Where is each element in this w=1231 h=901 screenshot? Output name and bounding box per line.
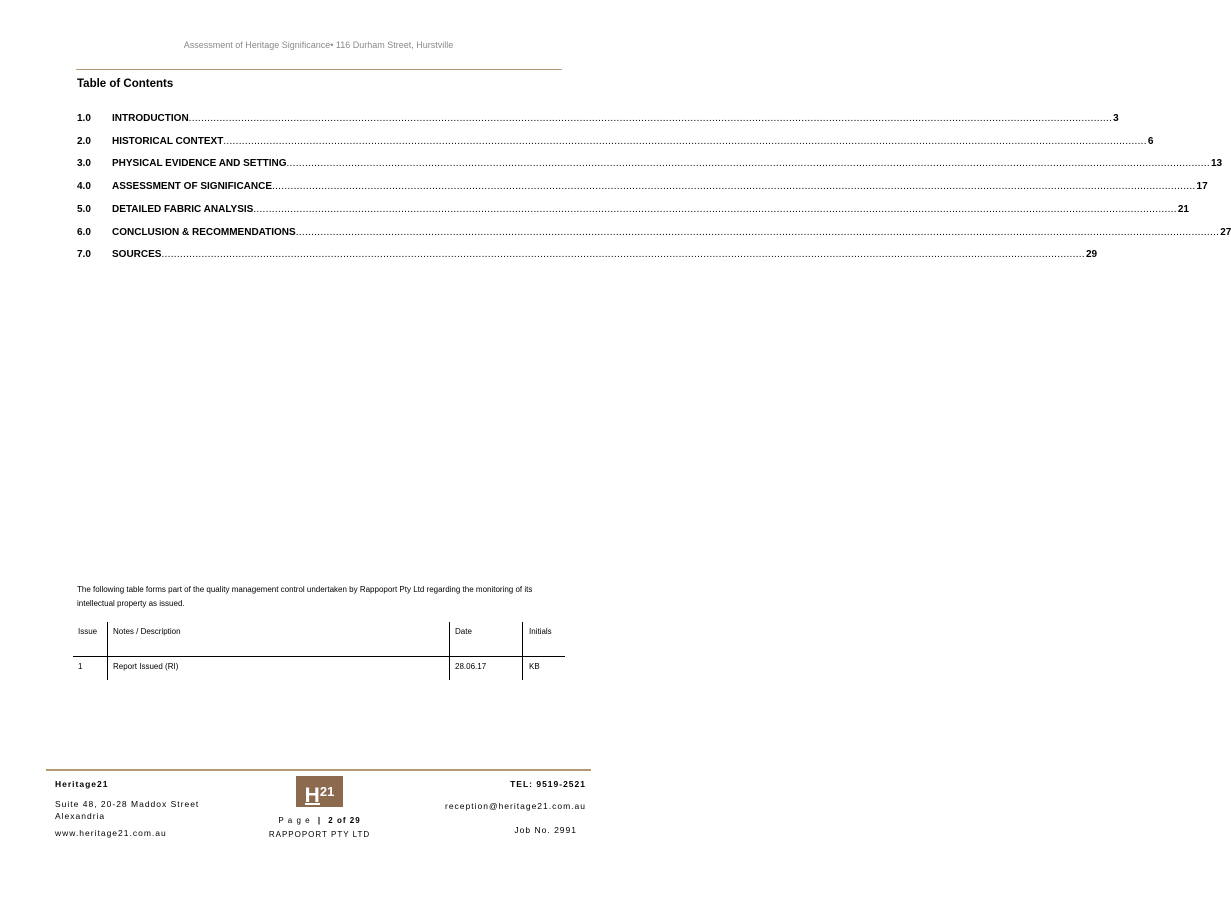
toc-entry[interactable] [77, 226, 1231, 241]
table-cell-issue: 1 [78, 662, 83, 671]
table-header-initials: Initials [529, 627, 552, 636]
toc-dot-leader: ............................................................................................................................................................................................................................................................................................................ [188, 113, 1113, 124]
toc-entry[interactable] [77, 181, 1208, 195]
toc-entry-label: HISTORICAL CONTEXT [112, 135, 224, 147]
footer-address-line2: Alexandria [55, 811, 106, 821]
toc-dot-leader: ............................................................................................................................................................................................................................................................................................................ [272, 181, 1196, 193]
toc-entry-number: 1.0 [77, 113, 91, 124]
page-separator: | [317, 816, 322, 825]
toc-entry-page: 17 [1196, 181, 1208, 193]
footer-company: Heritage21 [55, 779, 109, 789]
toc-entry-page: 3 [1113, 113, 1119, 124]
toc-entry-page: 6 [1147, 135, 1154, 147]
toc-entry-number: 6.0 [77, 226, 91, 238]
toc-entry-number: 7.0 [77, 249, 91, 261]
toc-dot-leader: ............................................................................................................................................................................................................................................................................................................ [295, 226, 1220, 238]
running-header: Assessment of Heritage Significance• 116 Durham Street, Hurstville [183, 40, 454, 50]
page-indicator [253, 816, 386, 825]
toc-entry[interactable] [77, 249, 1098, 263]
toc-entry-label: CONCLUSION & RECOMMENDATIONS [112, 226, 296, 238]
table-divider [107, 622, 108, 680]
toc-entry-page: 21 [1177, 203, 1189, 215]
logo-number: 21 [319, 784, 335, 799]
toc-entry-number: 5.0 [77, 203, 91, 215]
toc-entry-label: DETAILED FABRIC ANALYSIS [112, 203, 254, 215]
table-header-date: Date [455, 627, 472, 636]
page-label: P a g e [278, 816, 311, 825]
footer-email: reception@heritage21.com.au [444, 801, 586, 811]
toc-entry-page: 27 [1220, 226, 1231, 238]
footer-divider [46, 769, 591, 771]
footer-job-number: Job No. 2991 [514, 825, 577, 835]
header-divider [76, 69, 562, 70]
toc-entry-label: PHYSICAL EVIDENCE AND SETTING [112, 158, 287, 170]
toc-dot-leader: ............................................................................................................................................................................................................................................................................................................ [161, 249, 1085, 261]
toc-title: Table of Contents [77, 78, 174, 90]
toc-entry-number: 4.0 [77, 181, 91, 193]
table-header-rule [73, 656, 565, 657]
toc-entry-label: INTRODUCTION [112, 113, 189, 124]
table-header-notes: Notes / Description [113, 627, 181, 636]
table-cell-date: 28.06.17 [455, 662, 487, 671]
page-number: 2 of 29 [328, 816, 361, 825]
table-cell-initials: KB [529, 662, 540, 671]
footer-address-line1: Suite 48, 20-28 Maddox Street [55, 799, 200, 809]
quality-intro-text: The following table forms part of the quality management control undertaken by Rappoport Pty Ltd regarding the monitoring of its intellectual property as issued. [77, 585, 533, 608]
toc-entry[interactable] [77, 113, 1119, 127]
toc-entry[interactable] [77, 158, 1223, 172]
toc-entry-page: 13 [1210, 158, 1223, 170]
logo-letter: H [304, 784, 320, 807]
table-divider [522, 622, 523, 680]
table-header-issue: Issue [78, 627, 98, 636]
table-cell-notes: Report Issued (RI) [113, 662, 179, 671]
toc-entry-number: 3.0 [77, 158, 91, 170]
toc-dot-leader: ............................................................................................................................................................................................................................................................................................................ [286, 158, 1210, 170]
toc-entry-page: 29 [1085, 249, 1098, 261]
toc-dot-leader: ............................................................................................................................................................................................................................................................................................................ [253, 203, 1177, 215]
toc-entry[interactable] [77, 135, 1154, 150]
table-divider [449, 622, 450, 680]
toc-entry-label: SOURCES [112, 249, 162, 261]
footer-tel: TEL: 9519-2521 [510, 779, 586, 789]
footer-firm: RAPPOPORT PTY LTD [268, 830, 371, 839]
heritage21-logo [296, 776, 343, 807]
toc-dot-leader: ............................................................................................................................................................................................................................................................................................................ [223, 135, 1147, 147]
toc-entry[interactable] [77, 203, 1189, 218]
quality-table [73, 622, 565, 680]
footer-website: www.heritage21.com.au [55, 828, 167, 838]
toc-entry-label: ASSESSMENT OF SIGNIFICANCE [112, 181, 273, 193]
toc-entry-number: 2.0 [77, 135, 91, 147]
